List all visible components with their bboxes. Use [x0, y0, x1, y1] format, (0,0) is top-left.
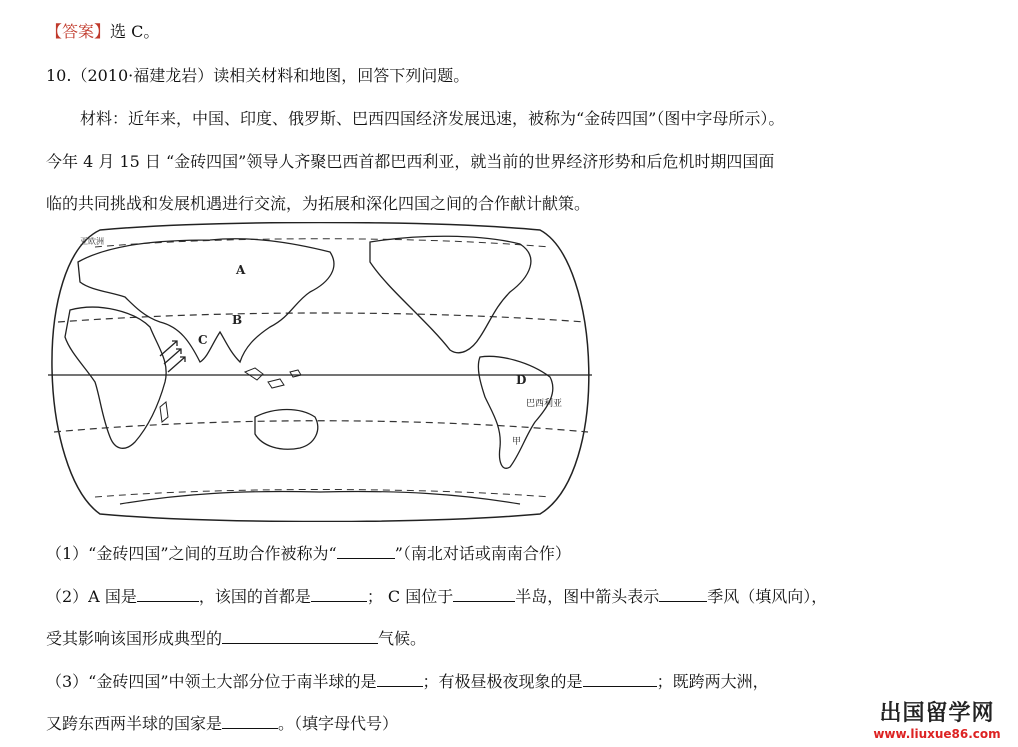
watermark-url: www.liuxue86.com [873, 727, 1001, 741]
blank-2b[interactable] [311, 587, 367, 602]
australia-landmass [255, 410, 318, 450]
answer-text: 选 C。 [110, 22, 160, 41]
map-label-B: B [232, 313, 243, 327]
blank-2a[interactable] [137, 587, 199, 602]
watermark-logo [862, 696, 1012, 741]
blank-2e[interactable] [222, 629, 378, 644]
subquestion-3-line-1: （3）“金砖四国”中领土大部分位于南半球的是 ；有极昼极夜现象的是 ；既跨两大洲， [46, 672, 769, 691]
subquestion-2-line-1: （2）A 国是 ，该国的首都是 ； C 国位于 半岛，图中箭头表示 季风（填风向）， [46, 587, 828, 606]
islands [245, 368, 301, 388]
arctic-line [95, 239, 550, 247]
blank-3b[interactable] [583, 672, 657, 687]
world-map-figure [40, 222, 600, 522]
answer-line [46, 22, 159, 42]
blank-3a[interactable] [377, 672, 423, 687]
blank-2d[interactable] [659, 587, 707, 602]
madagascar [160, 402, 168, 422]
map-label-jia: 甲 [512, 437, 522, 447]
blank-1[interactable] [337, 544, 395, 559]
map-label-corner: 亚欧洲 [80, 237, 104, 246]
material-line-1: 材料：近年来，中国、印度、俄罗斯、巴西四国经济发展迅速，被称为“金砖四国”（图中字母所示）。 [80, 109, 785, 128]
map-label-C: C [198, 333, 208, 347]
map-label-A: A [236, 263, 246, 277]
material-line-2: 今年 4 月 15 日 “金砖四国”领导人齐聚巴西首都巴西利亚，就当前的世界经济形势和后危机时期四国面 [46, 152, 775, 171]
blank-2c[interactable] [453, 587, 515, 602]
antarctic-line [95, 490, 550, 498]
tropic-south-line [54, 421, 588, 432]
subquestion-1: （1）“金砖四国”之间的互助合作被称为“ ”（南北对话或南南合作） [46, 544, 571, 563]
north-america-landmass [370, 236, 531, 353]
map-label-D: D [516, 373, 527, 387]
antarctica-landmass [120, 492, 520, 505]
blank-3c[interactable] [222, 714, 278, 729]
subquestion-2-line-2: 受其影响该国形成典型的 气候。 [46, 629, 427, 648]
map-label-brasilia: 巴西利亚 [526, 399, 563, 409]
material-line-3: 临的共同挑战和发展机遇进行交流，为拓展和深化四国之间的合作献计献策。 [46, 194, 591, 213]
question-title: 10.（2010·福建龙岩）读相关材料和地图，回答下列问题。 [46, 66, 470, 85]
subquestion-3-line-2: 又跨东西两半球的国家是 。（填字母代号） [46, 714, 399, 733]
answer-tag: 【答案】 [46, 22, 111, 41]
watermark-cn: 出国留学网 [879, 701, 995, 726]
map-border [52, 223, 589, 522]
